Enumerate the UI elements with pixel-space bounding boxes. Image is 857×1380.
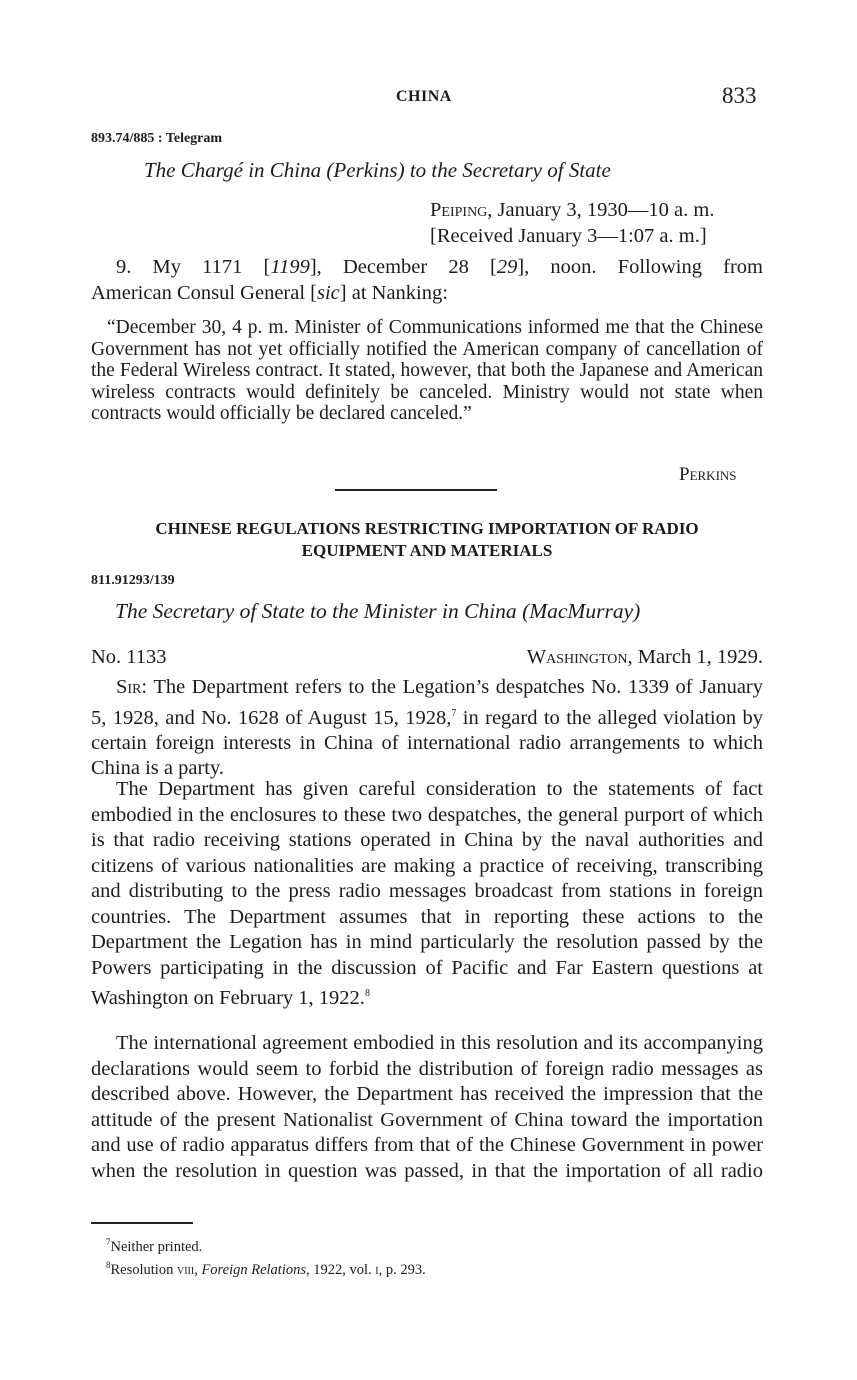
- section-divider: [335, 489, 497, 491]
- doc2-title-name: MacMurray: [529, 599, 634, 623]
- footnote-8-end: , p. 293.: [378, 1261, 426, 1278]
- section-heading: [91, 518, 763, 562]
- doc1-intro: [91, 255, 763, 306]
- footnotes: [106, 1233, 426, 1279]
- footnote-7: [106, 1233, 426, 1256]
- intro-text-1: 9. My 1171 [: [116, 256, 271, 278]
- footnote-rule: [91, 1222, 193, 1224]
- running-title: CHINA: [396, 88, 452, 105]
- doc2-paragraph-1: [91, 675, 763, 782]
- doc1-signature: Perkins: [679, 464, 737, 485]
- section-heading-line2: EQUIPMENT AND MATERIALS: [301, 541, 553, 560]
- para1-text: : The Department refers to the Legation’s despatches No. 1339 of January 5, 1928, and No. 1628 of August 15, 1928,: [91, 676, 763, 729]
- doc2-title-person: The Secretary of State to the Minister in China: [115, 599, 517, 623]
- footnote-8-pre: Resolution: [110, 1261, 177, 1278]
- intro-ref-2: 29: [496, 256, 518, 278]
- doc1-title: The Chargé in China (Perkins) to the Secretary of State: [144, 158, 611, 182]
- footnote-7-mark: 7: [106, 1237, 111, 1247]
- para1-end: in regard to the alleged violation by certain foreign interests in China of international radio arrangements to which China is a party.: [91, 706, 764, 780]
- footnote-8-mid: ,: [194, 1261, 202, 1278]
- para2-text: The Department has given careful consideration to the statements of fact embodied in the enclosures to these two despatches, the general purport of which is that radio receiving stations operated in China by the naval authorities and citizens of various nationalities are making a practice of receiving, transcribing and distributing to the press radio messages broadcast from stations in foreign countries. The Department assumes that in reporting these actions to the Department the Legation has in mind particularly the resolution passed by the Powers participating in the discussion of Pacific and Far Eastern questions at Washington on February 1, 1922.: [91, 778, 763, 1009]
- dateline-received: [Received January 3—1:07 a. m.]: [430, 224, 707, 247]
- footnote-7-text: Neither printed.: [110, 1238, 203, 1255]
- footnote-8-roman: viii: [176, 1261, 195, 1278]
- doc1-file-number: 893.74/885 : Telegram: [91, 131, 223, 146]
- doc2-dateline-date: , March 1, 1929.: [627, 646, 763, 668]
- section-heading-line1: CHINESE REGULATIONS RESTRICTING IMPORTATION OF RADIO: [155, 519, 699, 538]
- salutation: Sir: [116, 676, 142, 698]
- doc1-title-name: Perkins: [333, 158, 398, 182]
- dateline-date: , January 3, 1930—10 a. m.: [487, 199, 715, 221]
- footnote-8-italic: Foreign Relations: [201, 1261, 307, 1278]
- doc2-file-number: 811.91293/139: [91, 573, 175, 588]
- intro-sic: sic: [317, 281, 340, 304]
- footnote-8-mark: 8: [106, 1259, 111, 1270]
- doc2-paragraph-2: [91, 777, 763, 1011]
- intro-text-5: ] at Nanking:: [339, 281, 448, 304]
- footnote-8-post: , 1922, vol.: [306, 1261, 376, 1278]
- footnote-ref-7: 7: [451, 707, 457, 719]
- doc1-title-person: The Chargé in China: [144, 158, 322, 182]
- footnote-ref-8: 8: [364, 988, 370, 999]
- doc1-quoted-telegram: “December 30, 4 p. m. Minister of Communications informed me that the Chinese Government has not yet officially notified the American company of cancellation of the Federal Wireless contract. It stated, however, that both the Japanese and American wireless contracts would definitely be canceled. Ministry would not state when contracts would officially be declared canceled.”: [91, 317, 763, 424]
- intro-text-4: American Consul General [: [91, 281, 317, 304]
- dateline-place: Peiping: [430, 199, 488, 221]
- intro-text-3: ], noon. Following from: [517, 256, 763, 278]
- doc2-dateline: [440, 645, 763, 671]
- doc2-paragraph-3: The international agreement embodied in this resolution and its accompanying declarations would seem to forbid the distribution of foreign radio messages as described above. However, the Department has received the impression that the attitude of the present Nationalist Government of China toward the importation and use of radio apparatus differs from that of the Chinese Government in power when the resolution in question was passed, in that the importation of all radio: [91, 1032, 763, 1182]
- doc2-title: The Secretary of State to the Minister in China (MacMurray): [115, 599, 641, 623]
- footnote-8: [106, 1256, 426, 1279]
- doc1-dateline: [430, 198, 763, 249]
- doc1-title-connector: to the Secretary of State: [409, 158, 611, 182]
- doc2-number: No. 1133: [91, 646, 167, 668]
- page-number: 833: [722, 83, 757, 108]
- intro-text-2: ], December 28 [: [309, 256, 497, 278]
- doc2-dateline-place: Washington: [526, 646, 628, 668]
- footnote-8-vol: i: [375, 1261, 379, 1278]
- intro-ref-1: 1199: [270, 256, 310, 278]
